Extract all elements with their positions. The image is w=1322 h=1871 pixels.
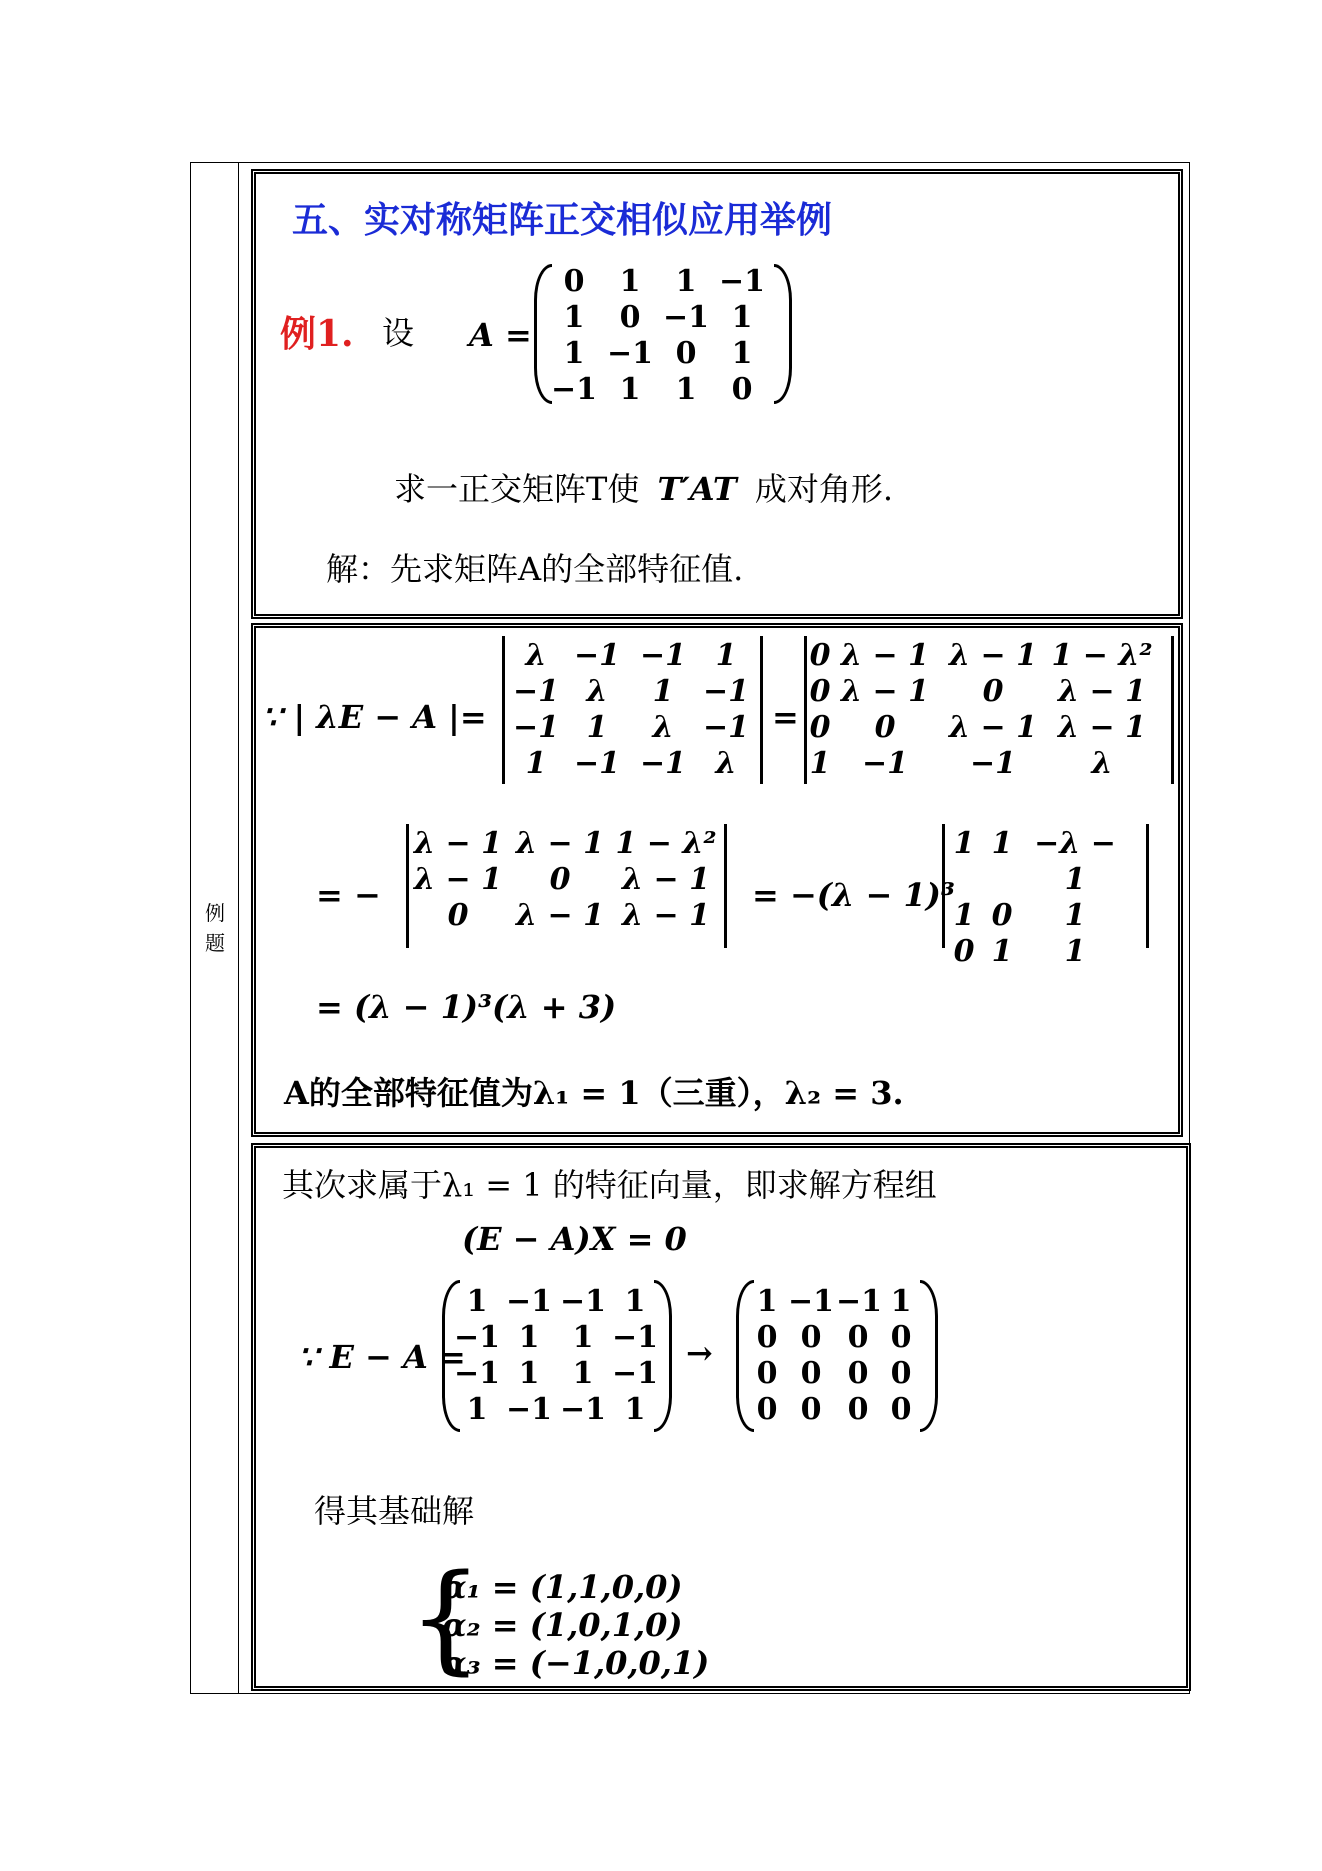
matrix-a-cell: 1 — [563, 300, 585, 335]
matrix-a-cell: 0 — [731, 372, 753, 407]
det4-cell: 1 — [1064, 898, 1086, 933]
matrix-a-cell: 0 — [619, 300, 641, 335]
m2-cell: 0 — [847, 1392, 869, 1427]
m1-cell: 1 — [624, 1284, 646, 1319]
m1-cell: 1 — [466, 1392, 488, 1427]
since-lambda-e-a: ∵ | λE − A |= — [262, 698, 487, 736]
example-label: 例1. — [280, 313, 354, 355]
det4-cell: 1 — [1064, 934, 1086, 969]
det1-cell: λ — [586, 674, 608, 709]
m2-cell: 1 — [756, 1284, 778, 1319]
det2-cell: 0 — [809, 674, 831, 709]
task-text — [394, 464, 893, 510]
m2-cell: 0 — [890, 1392, 912, 1427]
det-bar — [1146, 824, 1149, 948]
determinant-2 — [808, 638, 1156, 782]
m1-cell: −1 — [453, 1356, 500, 1391]
det1-cell: 1 — [525, 746, 547, 781]
equals-sign: = — [772, 698, 799, 736]
det4-cell: 1 — [991, 826, 1013, 861]
det3-cell: 0 — [549, 862, 571, 897]
det3-cell: 0 — [447, 898, 469, 933]
det1-cell: 1 — [715, 638, 737, 673]
linear-system: (E − A)X = 0 — [462, 1220, 687, 1258]
negative-equals: = − — [316, 876, 381, 914]
det1-cell: −1 — [512, 674, 559, 709]
det2-cell: 0 — [982, 674, 1004, 709]
m1-cell: −1 — [559, 1392, 606, 1427]
det2-cell: λ − 1 — [1058, 674, 1146, 709]
det1-cell: λ — [715, 746, 737, 781]
m1-cell: −1 — [559, 1284, 606, 1319]
det3-cell: 1 − λ² — [615, 826, 717, 861]
det3-cell: λ − 1 — [414, 862, 502, 897]
matrix-a-cell: −1 — [606, 336, 653, 371]
det1-cell: −1 — [702, 674, 749, 709]
det2-cell: 0 — [874, 710, 896, 745]
det1-cell: λ — [652, 710, 674, 745]
determinant-1 — [508, 638, 756, 782]
panel-eigenvectors — [251, 1143, 1191, 1691]
det2-cell: −1 — [969, 746, 1016, 781]
det3-cell: λ − 1 — [622, 898, 710, 933]
matrix-a-cell: 1 — [675, 264, 697, 299]
matrix-e-minus-a — [452, 1284, 660, 1428]
m2-cell: 0 — [800, 1356, 822, 1391]
arrow-symbol: → — [686, 1334, 713, 1372]
det2-cell: λ − 1 — [841, 638, 929, 673]
m2-cell: −1 — [787, 1284, 834, 1319]
det3-cell: λ − 1 — [516, 826, 604, 861]
m2-cell: 0 — [890, 1356, 912, 1391]
m2-cell: 0 — [756, 1392, 778, 1427]
determinant-3 — [410, 826, 718, 934]
det4-cell: 1 — [991, 934, 1013, 969]
matrix-a-cell: 0 — [675, 336, 697, 371]
det1-cell: 1 — [586, 710, 608, 745]
m2-cell: 0 — [890, 1320, 912, 1355]
det1-cell: 1 — [652, 674, 674, 709]
det2-cell: λ − 1 — [1058, 710, 1146, 745]
eigenvector-intro: 其次求属于λ₁ = 1 的特征向量，即求解方程组 — [282, 1166, 937, 1204]
det-bar — [760, 636, 763, 784]
panel-problem — [251, 169, 1183, 619]
section-title: 五、实对称矩阵正交相似应用举例 — [292, 200, 833, 241]
det2-cell: 0 — [809, 710, 831, 745]
m1-cell: 1 — [466, 1284, 488, 1319]
det2-cell: λ − 1 — [949, 710, 1037, 745]
m2-cell: 1 — [890, 1284, 912, 1319]
since-e-minus-a: ∵ E − A = — [298, 1338, 466, 1376]
det2-cell: λ − 1 — [841, 674, 929, 709]
det4-cell: 1 — [953, 826, 975, 861]
det3-cell: λ − 1 — [414, 826, 502, 861]
factor-expression: = −(λ − 1)³ — [752, 876, 955, 914]
m1-cell: 1 — [518, 1320, 540, 1355]
matrix-a — [546, 264, 770, 408]
solution-text: 解：先求矩阵A的全部特征值. — [326, 550, 744, 588]
m2-cell: 0 — [800, 1392, 822, 1427]
matrix-a-cell: −1 — [662, 300, 709, 335]
m2-cell: 0 — [756, 1356, 778, 1391]
matrix-a-cell: −1 — [550, 372, 597, 407]
det1-cell: −1 — [573, 746, 620, 781]
det-bar — [724, 824, 727, 948]
det3-cell: λ − 1 — [516, 898, 604, 933]
det4-cell: 0 — [991, 898, 1013, 933]
matrix-a-cell: 1 — [731, 300, 753, 335]
panel-determinant — [251, 623, 1183, 1137]
label-column — [191, 163, 239, 1693]
she-text: 设 — [382, 314, 415, 352]
det1-cell: −1 — [512, 710, 559, 745]
matrix-a-cell: 1 — [675, 372, 697, 407]
side-label — [191, 898, 239, 958]
m1-cell: 1 — [572, 1320, 594, 1355]
matrix-a-cell: 1 — [731, 336, 753, 371]
side-label-char-1: 例 — [205, 901, 225, 925]
det3-cell: λ − 1 — [622, 862, 710, 897]
alpha-1: α₁ = (1,1,0,0) — [442, 1568, 683, 1606]
matrix-a-cell: 0 — [563, 264, 585, 299]
matrix-a-lhs: A = — [469, 316, 532, 354]
det-bar — [406, 824, 409, 948]
m2-cell: 0 — [847, 1356, 869, 1391]
det1-cell: λ — [525, 638, 547, 673]
basis-vectors — [442, 1568, 709, 1682]
det-bar — [1171, 636, 1174, 784]
det-bar — [502, 636, 505, 784]
det2-cell: 1 − λ² — [1051, 638, 1153, 673]
alpha-2: α₂ = (1,0,1,0) — [442, 1606, 683, 1644]
basis-label: 得其基础解 — [314, 1492, 475, 1530]
det4-cell: 1 — [953, 898, 975, 933]
m1-cell: 1 — [518, 1356, 540, 1391]
m1-cell: 1 — [624, 1392, 646, 1427]
m1-cell: −1 — [611, 1320, 658, 1355]
det4-cell: −λ − 1 — [1034, 826, 1116, 897]
task-prefix: 求一正交矩阵T使 — [394, 470, 640, 508]
matrix-a-cell: 1 — [619, 264, 641, 299]
task-expression: T′AT — [657, 470, 737, 508]
det2-cell: −1 — [861, 746, 908, 781]
m1-cell: 1 — [572, 1356, 594, 1391]
det2-cell: λ − 1 — [949, 638, 1037, 673]
m2-cell: 0 — [847, 1320, 869, 1355]
matrix-a-cell: 1 — [619, 372, 641, 407]
m1-cell: −1 — [453, 1320, 500, 1355]
determinant-4 — [944, 826, 1130, 970]
alpha-3: α₃ = (−1,0,0,1) — [442, 1644, 710, 1682]
side-label-char-2: 题 — [205, 931, 225, 955]
brace-symbol: { — [408, 1548, 484, 1686]
result-expression: = (λ − 1)³(λ + 3) — [316, 988, 617, 1026]
paren-right — [654, 1280, 672, 1432]
det2-cell: 1 — [809, 746, 831, 781]
matrix-a-cell: −1 — [718, 264, 765, 299]
content-table — [190, 162, 1190, 1694]
det2-cell: λ — [1091, 746, 1113, 781]
det2-cell: 0 — [809, 638, 831, 673]
paren-right — [774, 264, 792, 404]
m2-cell: 0 — [756, 1320, 778, 1355]
m2-cell: −1 — [836, 1284, 883, 1319]
matrix-reduced — [748, 1284, 922, 1428]
task-suffix: 成对角形. — [754, 470, 894, 508]
det4-cell: 0 — [953, 934, 975, 969]
m1-cell: −1 — [505, 1284, 552, 1319]
det1-cell: −1 — [702, 710, 749, 745]
det-bar — [804, 636, 807, 784]
det1-cell: −1 — [639, 746, 686, 781]
m2-cell: 0 — [800, 1320, 822, 1355]
det1-cell: −1 — [573, 638, 620, 673]
eigenvalues-text: A的全部特征值为λ₁ = 1（三重），λ₂ = 3. — [284, 1074, 904, 1112]
det1-cell: −1 — [639, 638, 686, 673]
m1-cell: −1 — [505, 1392, 552, 1427]
paren-right — [920, 1280, 938, 1432]
m1-cell: −1 — [611, 1356, 658, 1391]
matrix-a-cell: 1 — [563, 336, 585, 371]
